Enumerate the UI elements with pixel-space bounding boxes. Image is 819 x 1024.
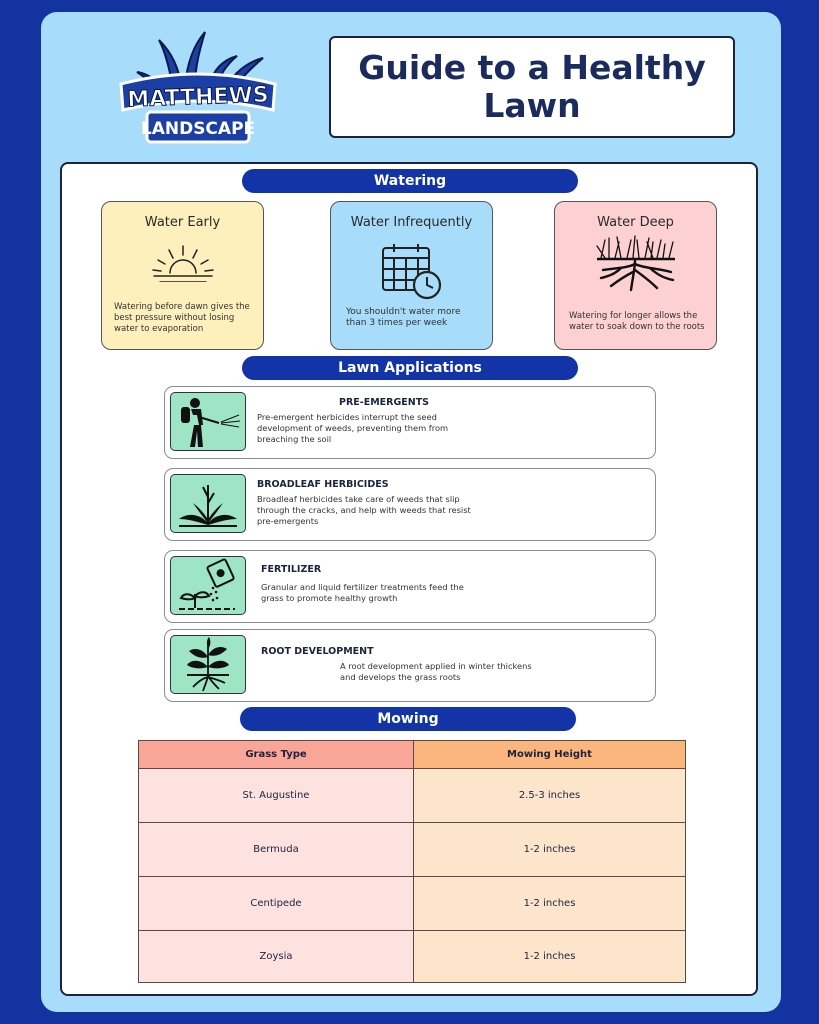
- water-infrequently-card: [330, 201, 493, 350]
- water-deep-text: Watering for longer allows the water to soak down to the roots: [569, 311, 705, 332]
- title-box: [329, 36, 735, 138]
- broadleaf-herbicides-text: Broadleaf herbicides take care of weeds that slip through the cracks, and help with weeds that resist pre-emergents: [257, 494, 471, 526]
- table-row: [139, 877, 686, 931]
- grass-type-cell: Bermuda: [139, 823, 414, 877]
- grass-type-cell: St. Augustine: [139, 769, 414, 823]
- pre-emergents-text: Pre-emergent herbicides interrupt the seed development of weeds, preventing them from breaching the soil: [257, 412, 449, 444]
- guide-page: [41, 12, 781, 1012]
- fertilizer-bag-icon: [170, 556, 246, 615]
- mowing-height-cell: 2.5-3 inches: [414, 769, 686, 823]
- mowing-height-cell: 1-2 inches: [414, 823, 686, 877]
- weed-icon: [170, 474, 246, 533]
- table-row: [139, 769, 686, 823]
- fertilizer-text: Granular and liquid fertilizer treatments feed the grass to promote healthy growth: [261, 582, 464, 603]
- water-early-text: Watering before dawn gives the best pressure without losing water to evaporation: [114, 302, 250, 334]
- app-fertilizer: [164, 550, 656, 623]
- app-pre-emergents: [164, 386, 656, 459]
- app-root-development: [164, 629, 656, 702]
- table-row: [139, 823, 686, 877]
- pre-emergents-title: PRE-EMERGENTS: [339, 397, 430, 408]
- page-title: Guide to a Healthy Lawn: [358, 48, 706, 125]
- logo-text-bottom: LANDSCAPE: [140, 119, 256, 139]
- sprayer-person-icon: [170, 392, 246, 451]
- mowing-heading: Mowing: [240, 707, 576, 731]
- plant-roots-icon: [170, 635, 246, 694]
- fertilizer-title: FERTILIZER: [261, 564, 322, 575]
- app-broadleaf-herbicides: [164, 468, 656, 541]
- lawn-applications-heading: Lawn Applications: [242, 356, 578, 380]
- water-deep-card: [554, 201, 717, 350]
- grass-type-cell: Zoysia: [139, 931, 414, 983]
- water-early-title: Water Early: [144, 215, 221, 230]
- mowing-height-cell: 1-2 inches: [414, 931, 686, 983]
- mowing-height-header: Mowing Height: [414, 741, 686, 769]
- watering-heading: Watering: [242, 169, 578, 193]
- sunrise-icon: [102, 242, 263, 282]
- matthews-landscape-logo: [113, 26, 283, 144]
- water-infrequently-text: You shouldn't water more than 3 times per week: [346, 307, 461, 328]
- grass-roots-icon: [555, 234, 716, 294]
- water-early-card: [101, 201, 264, 350]
- table-header-row: [139, 741, 686, 769]
- grass-type-cell: Centipede: [139, 877, 414, 931]
- table-row: [139, 931, 686, 983]
- broadleaf-herbicides-title: BROADLEAF HERBICIDES: [257, 479, 389, 490]
- calendar-clock-icon: [331, 242, 492, 302]
- water-infrequently-title: Water Infrequently: [350, 215, 473, 230]
- logo-text-top: MATTHEWS: [127, 82, 270, 113]
- mowing-height-cell: 1-2 inches: [414, 877, 686, 931]
- root-development-text: A root development applied in winter thickens and develops the grass roots: [340, 661, 532, 682]
- mowing-table: [138, 740, 686, 983]
- root-development-title: ROOT DEVELOPMENT: [261, 646, 374, 657]
- water-deep-title: Water Deep: [597, 215, 674, 230]
- content-panel: [60, 162, 758, 996]
- grass-type-header: Grass Type: [139, 741, 414, 769]
